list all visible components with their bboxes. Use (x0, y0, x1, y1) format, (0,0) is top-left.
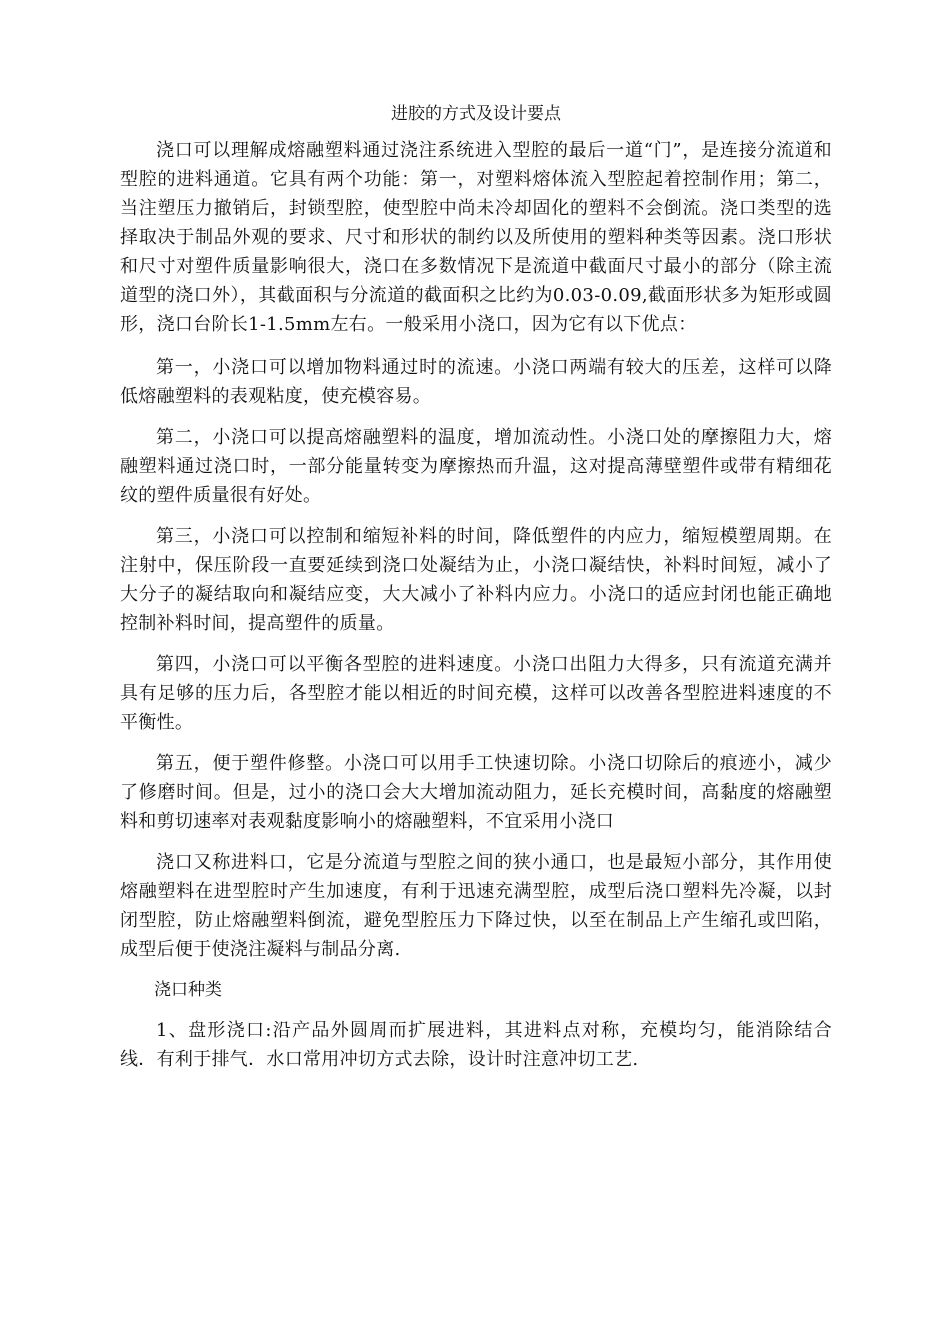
paragraph-advantage-1: 第一，小浇口可以增加物料通过时的流速。小浇口两端有较大的压差，这样可以降低熔融塑料的表观粘度，使充模容易。 (120, 357, 832, 407)
paragraph-gate-definition: 浇口又称进料口，它是分流道与型腔之间的狭小通口，也是最短小部分，其作用使熔融塑料在进型腔时产生加速度，有利于迅速充满型腔，成型后浇口塑料先冷凝，以封闭型腔，防止熔融塑料倒流，避免型腔压力下降过快，以至在制品上产生缩孔或凹陷，成型后便于使浇注凝料与制品分离. (120, 852, 832, 960)
document-page (120, 100, 832, 1086)
paragraph-advantage-5: 第五，便于塑件修整。小浇口可以用手工快速切除。小浇口切除后的痕迹小，减少了修磨时间。但是，过小的浇口会大大增加流动阻力，延长充模时间，高黏度的熔融塑料和剪切速率对表观黏度影响小的熔融塑料，不宜采用小浇口 (120, 753, 832, 832)
paragraph-advantage-3: 第三，小浇口可以控制和缩短补料的时间，降低塑件的内应力，缩短模塑周期。在注射中，保压阶段一直要延续到浇口处凝结为止，小浇口凝结快，补料时间短，减小了大分子的凝结取向和凝结应变，大大减小了补料内应力。小浇口的适应封闭也能正确地控制补料时间，提高塑件的质量。 (120, 526, 832, 634)
document-title: 进胶的方式及设计要点 (391, 104, 561, 124)
paragraph-intro: 浇口可以理解成熔融塑料通过浇注系统进入型腔的最后一道“门”，是连接分流道和型腔的进料通道。它具有两个功能：第一，对塑料熔体流入型腔起着控制作用；第二，当注塑压力撤销后，封锁型腔，使型腔中尚未冷却固化的塑料不会倒流。浇口类型的选择取决于制品外观的要求、尺寸和形状的制约以及所使用的塑料种类等因素。浇口形状和尺寸对塑件质量影响很大，浇口在多数情况下是流道中截面尺寸最小的部分（除主流道型的浇口外），其截面积与分流道的截面积之比约为0.03-0.09,截面形状多为矩形或圆形，浇口台阶长1-1.5mm左右。一般采用小浇口，因为它有以下优点： (120, 140, 832, 335)
paragraph-advantage-4: 第四，小浇口可以平衡各型腔的进料速度。小浇口出阻力大得多，只有流道充满并具有足够的压力后，各型腔才能以相近的时间充模，这样可以改善各型腔进料速度的不平衡性。 (120, 654, 832, 733)
section-heading-gate-types: 浇口种类 (154, 980, 222, 1000)
list-item-disc-gate: 1、盘形浇口:沿产品外圆周而扩展进料，其进料点对称，充模均匀，能消除结合线．有利于排气．水口常用冲切方式去除，设计时注意冲切工艺. (120, 1020, 833, 1070)
paragraph-advantage-2: 第二，小浇口可以提高熔融塑料的温度，增加流动性。小浇口处的摩擦阻力大，熔融塑料通过浇口时，一部分能量转变为摩擦热而升温，这对提高薄壁塑件或带有精细花纹的塑件质量很有好处。 (120, 427, 832, 506)
